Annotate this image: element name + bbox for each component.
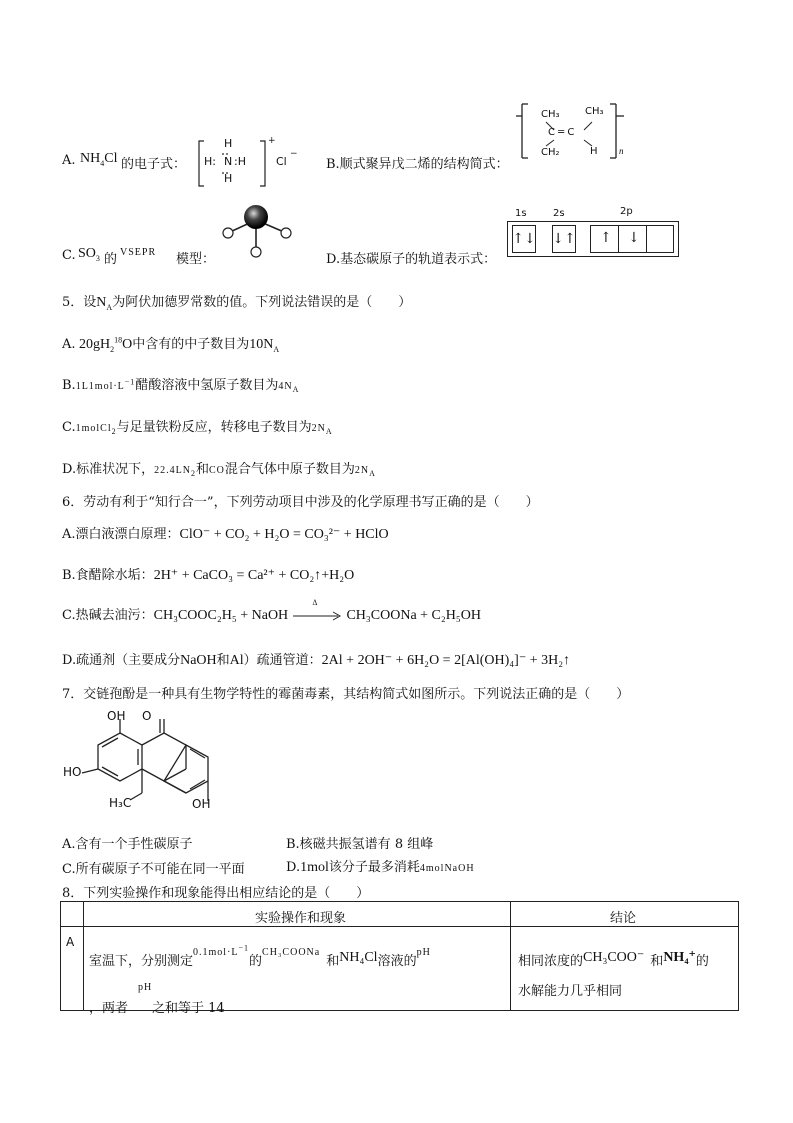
so3-formula: $SO_3$ <box>78 246 100 263</box>
b-n: n <box>619 146 624 156</box>
ed-plus: + <box>268 136 276 146</box>
b-ch3-top-left: CH₃ <box>541 109 560 120</box>
orbital-diagram <box>507 221 679 257</box>
ed-h-right: :H <box>234 155 246 168</box>
q8-header-conclusion: 结论 <box>610 911 637 926</box>
nh4cl-formula: $NH_4Cl$ <box>80 151 118 168</box>
ed-h-bottom: H <box>224 172 233 185</box>
ed-minus: − <box>290 149 298 159</box>
q6-stem: 6．劳动有利于“知行合一”，下列劳动项目中涉及的化学原理书写正确的是（ ） <box>62 495 539 510</box>
q8-row-a-ph2: pH <box>138 982 153 993</box>
q7-stem: 7．交链孢酚是一种具有生物学特性的霉菌毒素，其结构简式如图所示。下列说法正确的是（ ） <box>62 687 630 702</box>
orbital-2p-label: 2p <box>620 206 633 217</box>
orbital-2p-arrow-1: ↑ <box>600 230 612 246</box>
q5-option-d: D.标准状况下，$22.4LN_2$和CO混合气体中原子数目为$2N_A$ <box>62 462 376 478</box>
q7-oh-top: OH <box>107 709 126 723</box>
q8-table <box>60 901 739 1016</box>
orbital-1s-box: ↑↓ <box>512 225 536 253</box>
orbital-1s-label: 1s <box>515 208 527 219</box>
q7-option-d: D.1mol该分子最多消耗4molNaOH <box>286 860 475 875</box>
b-h-bottom: H <box>590 146 598 157</box>
option-c-text-end: 模型： <box>176 252 216 267</box>
orbital-2s-label: 2s <box>553 208 565 219</box>
q8-row-a-op-line1: 室温下，分别测定$^{0.1mol\cdot L^{-1}}$的$^{CH_3COONa}$和NH₄Cl溶液的$^{pH}$ <box>89 943 431 969</box>
q7-option-a: A.含有一个手性碳原子 <box>62 837 193 852</box>
q8-row-a-op-line2: ，两者 之和等于 14 <box>89 1001 225 1016</box>
orbital-2s-box: ↓↑ <box>552 225 576 253</box>
q5-option-c: C.1molCl$_2$与足量铁粉反应，转移电子数目为$2N_A$ <box>62 420 333 436</box>
option-c-text-mid: 的 <box>104 252 118 267</box>
q8-row-a-con-line1: 相同浓度的CH₃COO⁻ 和NH₄⁺的 <box>518 950 709 969</box>
q7-option-b: B.核磁共振氢谱有 8 组峰 <box>286 837 434 852</box>
ed-h-left: H: <box>204 155 216 168</box>
b-c-eq-c: C ═ C <box>548 127 575 138</box>
b-ch2-bottom: CH₂ <box>541 147 560 158</box>
q8-header-operation: 实验操作和现象 <box>255 911 347 926</box>
q7-o-top: O <box>142 709 152 723</box>
option-d-label: D.基态碳原子的轨道表示式： <box>326 252 497 267</box>
option-a-label: A. <box>62 153 76 168</box>
q6-option-d: D.疏通剂（主要成分NaOH和Al）疏通管道：2Al + 2OH⁻ + 6H₂O = 2[Al(OH)₄]⁻ + 3H₂↑ <box>62 653 571 668</box>
option-a-text: 的电子式： <box>121 157 187 172</box>
q7-option-c: C.所有碳原子不可能在同一平面 <box>62 862 245 877</box>
q7-ho-left: HO <box>63 765 82 779</box>
q6-option-c: C.热碱去油污：CH₃COOC₂H₅ + NaOH Δ CH₃COONa + C₂H₅OH <box>62 598 481 623</box>
q7-oh-bottom: OH <box>192 797 211 811</box>
q8-row-a-con-line2: 水解能力几乎相同 <box>518 984 623 999</box>
option-c-label: C. <box>62 248 76 263</box>
q6-option-b: B.食醋除水垢：2H⁺ + CaCO₃ = Ca²⁺ + CO₂↑+H₂O <box>62 568 355 583</box>
option-b-label: B.顺式聚异戊二烯的结构简式： <box>326 157 509 172</box>
q5-stem: 5．设$N_A$为阿伏加德罗常数的值。下列说法错误的是（ ） <box>62 295 412 312</box>
q7-ch3: H₃C <box>109 796 132 810</box>
q6-c-arrow: Δ <box>292 609 342 623</box>
q8-row-a-label: A <box>66 935 75 949</box>
orbital-2p-group <box>590 225 674 253</box>
q6-option-a: A.漂白液漂白原理：ClO⁻ + CO₂ + H₂O = CO₃²⁻ + HClO <box>62 527 389 542</box>
ed-cl: Cl <box>276 155 287 168</box>
so3-vsepr-model-icon <box>218 200 298 260</box>
orbital-2p-arrow-2: ↓ <box>628 230 640 246</box>
q5-option-b: $B.1L1mol\cdot L^{-1}$醋酸溶液中氢原子数目为$4N_A$ <box>62 377 300 394</box>
b-ch3-top-right: CH₃ <box>585 106 604 117</box>
ed-n: N <box>224 155 233 168</box>
q5-option-a: A. $20gH_2^{18}O$中含有的中子数目为$10N_A$ <box>62 335 280 354</box>
ed-h-top: H <box>224 137 233 150</box>
q8-stem: 8．下列实验操作和现象能得出相应结论的是（ ） <box>62 886 370 901</box>
vsepr-label: VSEPR <box>120 247 157 258</box>
